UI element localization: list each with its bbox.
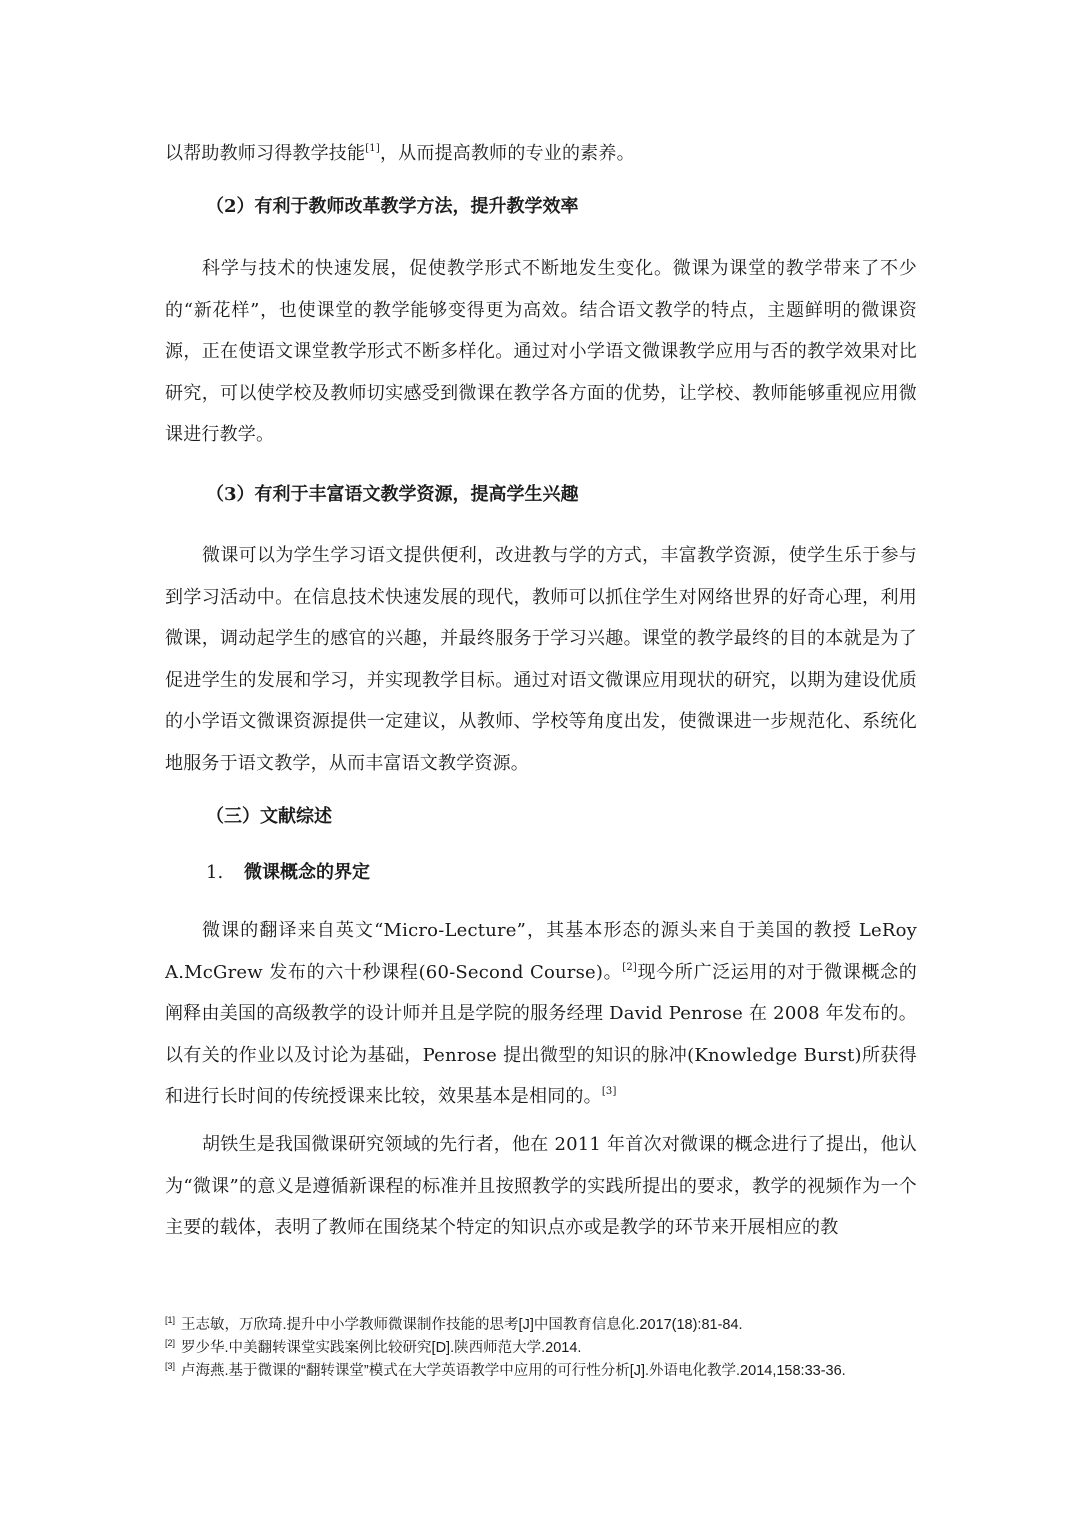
section-heading: （三）文献综述: [206, 806, 332, 827]
footnote-mark: [3]: [165, 1361, 176, 1371]
paragraph-4: [165, 910, 917, 1118]
footnote-text: 卢海燕.基于微课的“翻转课堂”模式在大学英语教学中应用的可行性分析[J].外语电化教学.2014,158:33-36.: [181, 1363, 846, 1379]
footnote-item: [165, 1360, 917, 1383]
paragraph-5: 胡铁生是我国微课研究领域的先行者，他在 2011 年首次对微课的概念进行了提出，他认为“微课”的意义是遵循新课程的标准并且按照教学的实践所提出的要求，教学的视频作为一个主要的载体，表明了教师在围绕某个特定的知识点亦或是教学的环节来开展相应的教: [165, 1134, 917, 1238]
subheading-2: （2）有利于教师改革教学方法，提升教学效率: [206, 196, 579, 217]
subsection-title: 微课概念的界定: [244, 862, 370, 883]
footnote-item: [165, 1314, 917, 1337]
paragraph-text: ，从而提高教师的专业的素养。: [379, 143, 635, 164]
paragraph-3: 微课可以为学生学习语文提供便利，改进教与学的方式，丰富教学资源，使学生乐于参与到学习活动中。在信息技术快速发展的现代，教师可以抓住学生对网络世界的好奇心理，利用微课，调动起学生的感官的兴趣，并最终服务于学习兴趣。课堂的教学最终的目的本就是为了促进学生的发展和学习，并实现教学目标。通过对语文微课应用现状的研究，以期为建设优质的小学语文微课资源提供一定建议，从教师、学校等角度出发，使微课进一步规范化、系统化地服务于语文教学，从而丰富语文教学资源。: [165, 545, 917, 774]
footnotes: [165, 1314, 917, 1383]
paragraph-continuation: [165, 133, 917, 175]
paragraph-2: 科学与技术的快速发展，促使教学形式不断地发生变化。微课为课堂的教学带来了不少的“新花样”，也使课堂的教学能够变得更为高效。结合语文教学的特点，主题鲜明的微课资源，正在使语文课堂教学形式不断多样化。通过对小学语文微课教学应用与否的教学效果对比研究，可以使学校及教师切实感受到微课在教学各方面的优势，让学校、教师能够重视应用微课进行教学。: [165, 258, 917, 445]
footnote-item: [165, 1337, 917, 1360]
paragraph-text: 现今所广泛运用的对于微课概念的阐释由美国的高级教学的设计师并且是学院的服务经理 David Penrose 在 2008 年发布的。以有关的作业以及讨论为基础，Penrose 提出微型的知识的脉冲(Knowledge Burst)所获得和进行长时间的传统授课来比较，效果基本是相同的。: [165, 961, 917, 1107]
paragraph-text: 以帮助教师习得教学技能: [165, 143, 366, 164]
paragraph-text: 微课的翻译来自英文“Micro-Lecture”，其基本形态的源头来自于美国的教授 LeRoy A.McGrew 发布的六十秒课程(60-Second Course)。: [165, 920, 917, 983]
footnote-text: 王志敏，万欣琦.提升中小学教师微课制作技能的思考[J]中国教育信息化.2017(18):81-84.: [181, 1317, 743, 1333]
footnote-ref[interactable]: [1]: [365, 143, 380, 154]
footnote-ref[interactable]: [2]: [622, 961, 638, 973]
subheading-3: （3）有利于丰富语文教学资源，提高学生兴趣: [206, 484, 579, 505]
subsection-number: 1.: [206, 862, 224, 883]
footnote-mark: [2]: [165, 1338, 176, 1348]
footnote-text: 罗少华.中美翻转课堂实践案例比较研究[D].陕西师范大学.2014.: [181, 1340, 582, 1356]
footnote-mark: [1]: [165, 1315, 176, 1325]
subsection-heading: [206, 858, 370, 888]
footnote-ref[interactable]: [3]: [601, 1086, 617, 1097]
